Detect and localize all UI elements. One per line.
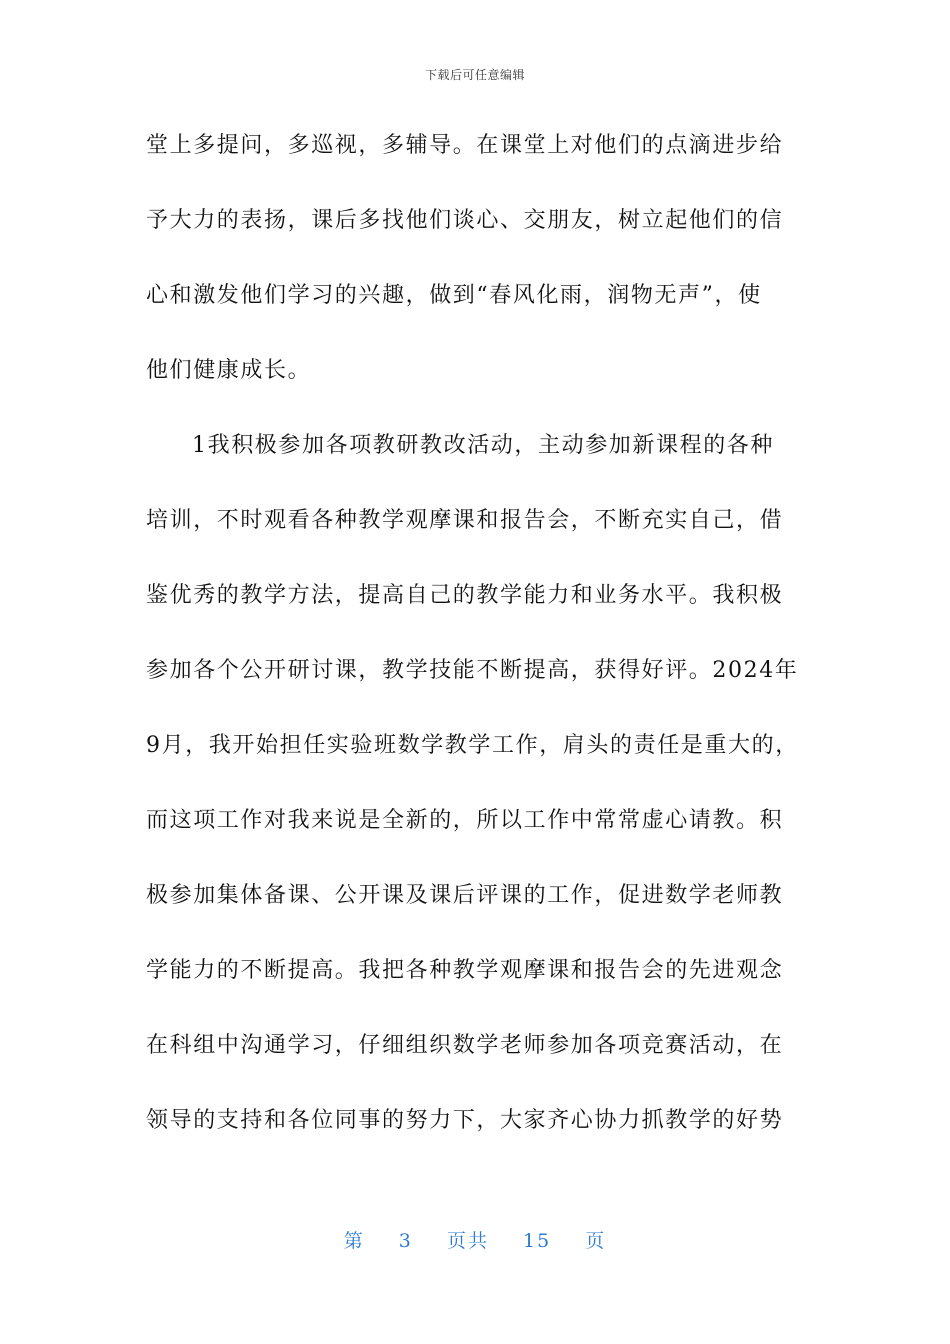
paragraph-2-line-6: 而这项工作对我来说是全新的，所以工作中常常虚心请教。积 <box>146 808 784 833</box>
footer-current-page: 3 <box>398 1230 413 1252</box>
paragraph-2-line-8: 学能力的不断提高。我把各种教学观摩课和报告会的先进观念 <box>146 958 784 983</box>
header-note: 下载后可任意编辑 <box>424 68 525 82</box>
paragraph-2-line-7: 极参加集体备课、公开课及课后评课的工作，促进数学老师教 <box>146 883 784 908</box>
footer-page-mid: 页共 <box>446 1230 489 1252</box>
paragraph-2-line-9: 在科组中沟通学习，仔细组织数学老师参加各项竞赛活动，在 <box>146 1033 784 1058</box>
body-text <box>146 126 799 1176</box>
page-footer <box>0 1226 950 1253</box>
footer-page-suffix: 页 <box>585 1230 607 1252</box>
paragraph-1-line-1: 堂上多提问，多巡视，多辅导。在课堂上对他们的点滴进步给 <box>146 133 784 158</box>
paragraph-2-line-4: 参加各个公开研讨课，教学技能不断提高，获得好评。2024年 <box>146 658 799 683</box>
paragraph-2-line-3: 鉴优秀的教学方法，提高自己的教学能力和业务水平。我积极 <box>146 583 784 608</box>
footer-total-pages: 15 <box>523 1230 552 1252</box>
paragraph-2-line-2: 培训，不时观看各种教学观摩课和报告会，不断充实自己，借 <box>146 508 784 533</box>
paragraph-1-line-3: 心和激发他们学习的兴趣，做到“春风化雨，润物无声”，使 <box>146 283 762 308</box>
footer-page-prefix: 第 <box>343 1230 365 1252</box>
paragraph-2-line-1: 1我积极参加各项教研教改活动，主动参加新课程的各种 <box>192 433 774 458</box>
paragraph-1-line-2: 予大力的表扬，课后多找他们谈心、交朋友，树立起他们的信 <box>146 208 784 233</box>
paragraph-2-line-10: 领导的支持和各位同事的努力下，大家齐心协力抓教学的好势 <box>146 1108 784 1133</box>
paragraph-2-line-5: 9月，我开始担任实验班数学教学工作，肩头的责任是重大的， <box>146 733 799 758</box>
paragraph-1-line-4: 他们健康成长。 <box>146 358 312 383</box>
